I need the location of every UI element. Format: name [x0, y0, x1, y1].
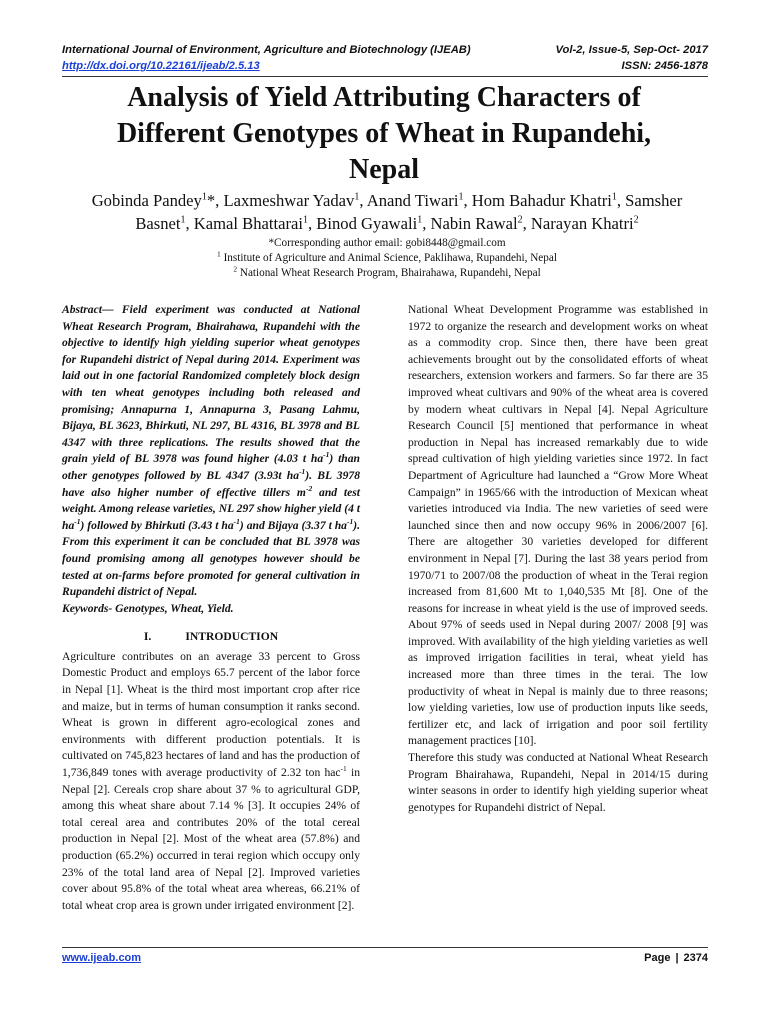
title-line-2: Different Genotypes of Wheat in Rupandehi,	[116, 118, 652, 149]
page-indicator: Page | 2374	[644, 952, 708, 964]
paper-title	[70, 80, 698, 188]
affil-mark: 1	[217, 249, 221, 259]
affiliation-2: $^2$ National Wheat Research Program, Bhairahawa, Rupandehi, Nepal	[233, 264, 541, 279]
running-header	[62, 42, 708, 74]
author-name: Gobinda Pandey	[91, 191, 202, 210]
section-title: INTRODUCTION	[185, 630, 279, 644]
author-name: , Binod Gyawali	[308, 214, 418, 233]
section-heading-introduction	[62, 629, 360, 646]
author-affil-mark: 1	[201, 191, 207, 203]
issn: ISSN: 2456-1878	[621, 60, 708, 72]
author-affil-mark: 1	[417, 214, 423, 226]
footer	[62, 952, 708, 964]
keywords: Keywords- Genotypes, Wheat, Yield.	[62, 601, 234, 615]
doi-link[interactable]: http://dx.doi.org/10.22161/ijeab/2.5.13	[62, 60, 260, 72]
author-affil-mark: 1	[458, 191, 464, 203]
author-name: , Samsher Basnet	[135, 191, 683, 233]
intro-paragraph-3: Therefore this study was conducted at National Wheat Research Program Bhairahawa, Rupandehi, Nepal in 2014/15 during winter seasons in order to identify high yielding superior wheat genotypes for Rupandehi district of Nepal.	[408, 751, 708, 814]
volume-info: Vol-2, Issue-5, Sep-Oct- 2017	[555, 44, 708, 56]
intro-paragraph-2: National Wheat Development Programme was established in 1972 to organize the research and development works on wheat as a commodity crop. Since then, there have been great achievements brought out by the consolidated efforts of wheat researchers, extension workers and farmers. So far there are 35 improved wheat cultivars and 90% of the wheat area is covered by modern wheat cultivars in Nepal [4]. Nepal Agriculture Research Council [5] mentioned that performance in wheat production in Nepal has increased remarkably due to wide spread cultivation of high yielding varieties since 1972. In fact Department of Agriculture had launched a “Grow More Wheat Campaign” in 1965/66 with the introduction of Mexican wheat varieties introduced via India. The new varieties of seed were launched since then and now occupy 96% in 2006/2007 [6]. There are altogether 30 varieties developed for different environment in Nepal [7]. During the last 38 years period from 1970/71 to 2007/08 the production of wheat in the Terai region increased from 81,600 Mt to 1,040,535 Mt [8]. One of the reasons for increase in wheat yield is the use of improved seeds. About 97% of seeds used in Nepal during 2007/ 2008 [9] was improved. With availability of the high yielding varieties as well as improved irrigation facilities in terai, wheat yield has increased more than three times in the terai. The low productivity of wheat in Nepal is mainly due to three reasons; low yielding varieties, low use of production inputs like seeds, fertilizer etc, and lack of irrigation and poor soil fertility management practices [10].	[408, 303, 708, 748]
section-number: I.	[143, 630, 152, 644]
author-name: , Anand Tiwari	[359, 191, 459, 210]
right-column	[408, 302, 708, 816]
author-affil-mark: 2	[517, 214, 523, 226]
corresponding-email: *Corresponding author email: gobi8448@gmail.com	[268, 237, 506, 249]
author-name: , Nabin Rawal	[422, 214, 518, 233]
author-name: , Kamal Bhattarai	[185, 214, 303, 233]
footer-divider	[62, 947, 708, 948]
title-line-1: Analysis of Yield Attributing Characters of	[127, 82, 641, 113]
abstract: Abstract— Field experiment was conducted at National Wheat Research Program, Bhairahawa, Rupandehi with the objective to identify high yielding superior wheat genotypes for Rupandehi district of Nepal during 2014. Experiment was laid out in one factorial Randomized completely block design with ten wheat genotypes including both released and promising; Annapurna 1, Annapurna 3, Pasang Lahmu, Bijaya, BL 3623, Bhirkuti, NL 297, BL 4316, BL 3978 and BL 4347 with three replications. The results showed that the grain yield of BL 3978 was found higher (4.03 t $ha^{-1}$) than other genotypes followed by BL 4347 (3.93t $ha^{-1}$). BL 3978 have also higher number of effective tillers $m^{-2}$ and test weight. Among release varieties, NL 297 show higher yield (4 t $ha^{-1}$) followed by Bhirkuti (3.43 t $ha^{-1}$) and Bijaya (3.37 t $ha^{-1}$). From this experiment it can be concluded that BL 3978 was found promising among all genotypes however should be tested at on-farms before promoted for general cultivation in Rupandehi district of Nepal.	[62, 303, 360, 599]
affil-mark: 2	[233, 264, 238, 274]
header-divider	[62, 76, 708, 77]
author-name: , Laxmeshwar Yadav	[215, 191, 355, 210]
intro-paragraph-1: Agriculture contributes on an average 33 percent to Gross Domestic Product and employs 65.7 percent of the labor force in Nepal [1]. Wheat is the third most important crop after rice and maize, but in terms of human consumption it ranks second. Wheat is grown in different agro-ecological zones and environments with different production potentials. It is cultivated on 745,823 hectares of land and has the production of 1,736,849 tones with average productivity of 2.32 ton hac$^{-1}$ in Nepal [2]. Cereals crop share about 37 % to agricultural GDP, among this wheat share about 7.14 % [3]. It occupies 24% of total cereal area and contributes 20% of the total cereal production in Nepal [2]. Most of the wheat area (57.8%) and production (65.2%) occurred in terai region which occupy only 23% of the total land area of Nepal [2]. Improved varieties cover about 95.8% of the total wheat area whereas, 66.21% of total wheat crop area is grown under irrigated environment [2].	[62, 649, 360, 912]
author-affil-mark: 2	[633, 214, 639, 226]
corresponding-mark: *	[206, 191, 216, 210]
left-column	[62, 302, 360, 914]
author-affil-mark: 1	[611, 191, 617, 203]
title-line-3: Nepal	[349, 154, 419, 185]
author-affil-mark: 1	[354, 191, 360, 203]
page-number: 2374	[683, 952, 708, 964]
affiliations	[66, 236, 708, 281]
author-affil-mark: 1	[180, 214, 186, 226]
author-name: , Hom Bahadur Khatri	[463, 191, 612, 210]
affiliation-1: $^1$ Institute of Agriculture and Animal Science, Paklihawa, Rupandehi, Nepal	[217, 249, 557, 264]
author-list	[66, 189, 708, 235]
website-link[interactable]: www.ijeab.com	[62, 952, 142, 964]
journal-name: International Journal of Environment, Agriculture and Biotechnology (IJEAB)	[62, 44, 471, 56]
author-affil-mark: 1	[303, 214, 308, 226]
author-name: , Narayan Khatri	[522, 214, 634, 233]
